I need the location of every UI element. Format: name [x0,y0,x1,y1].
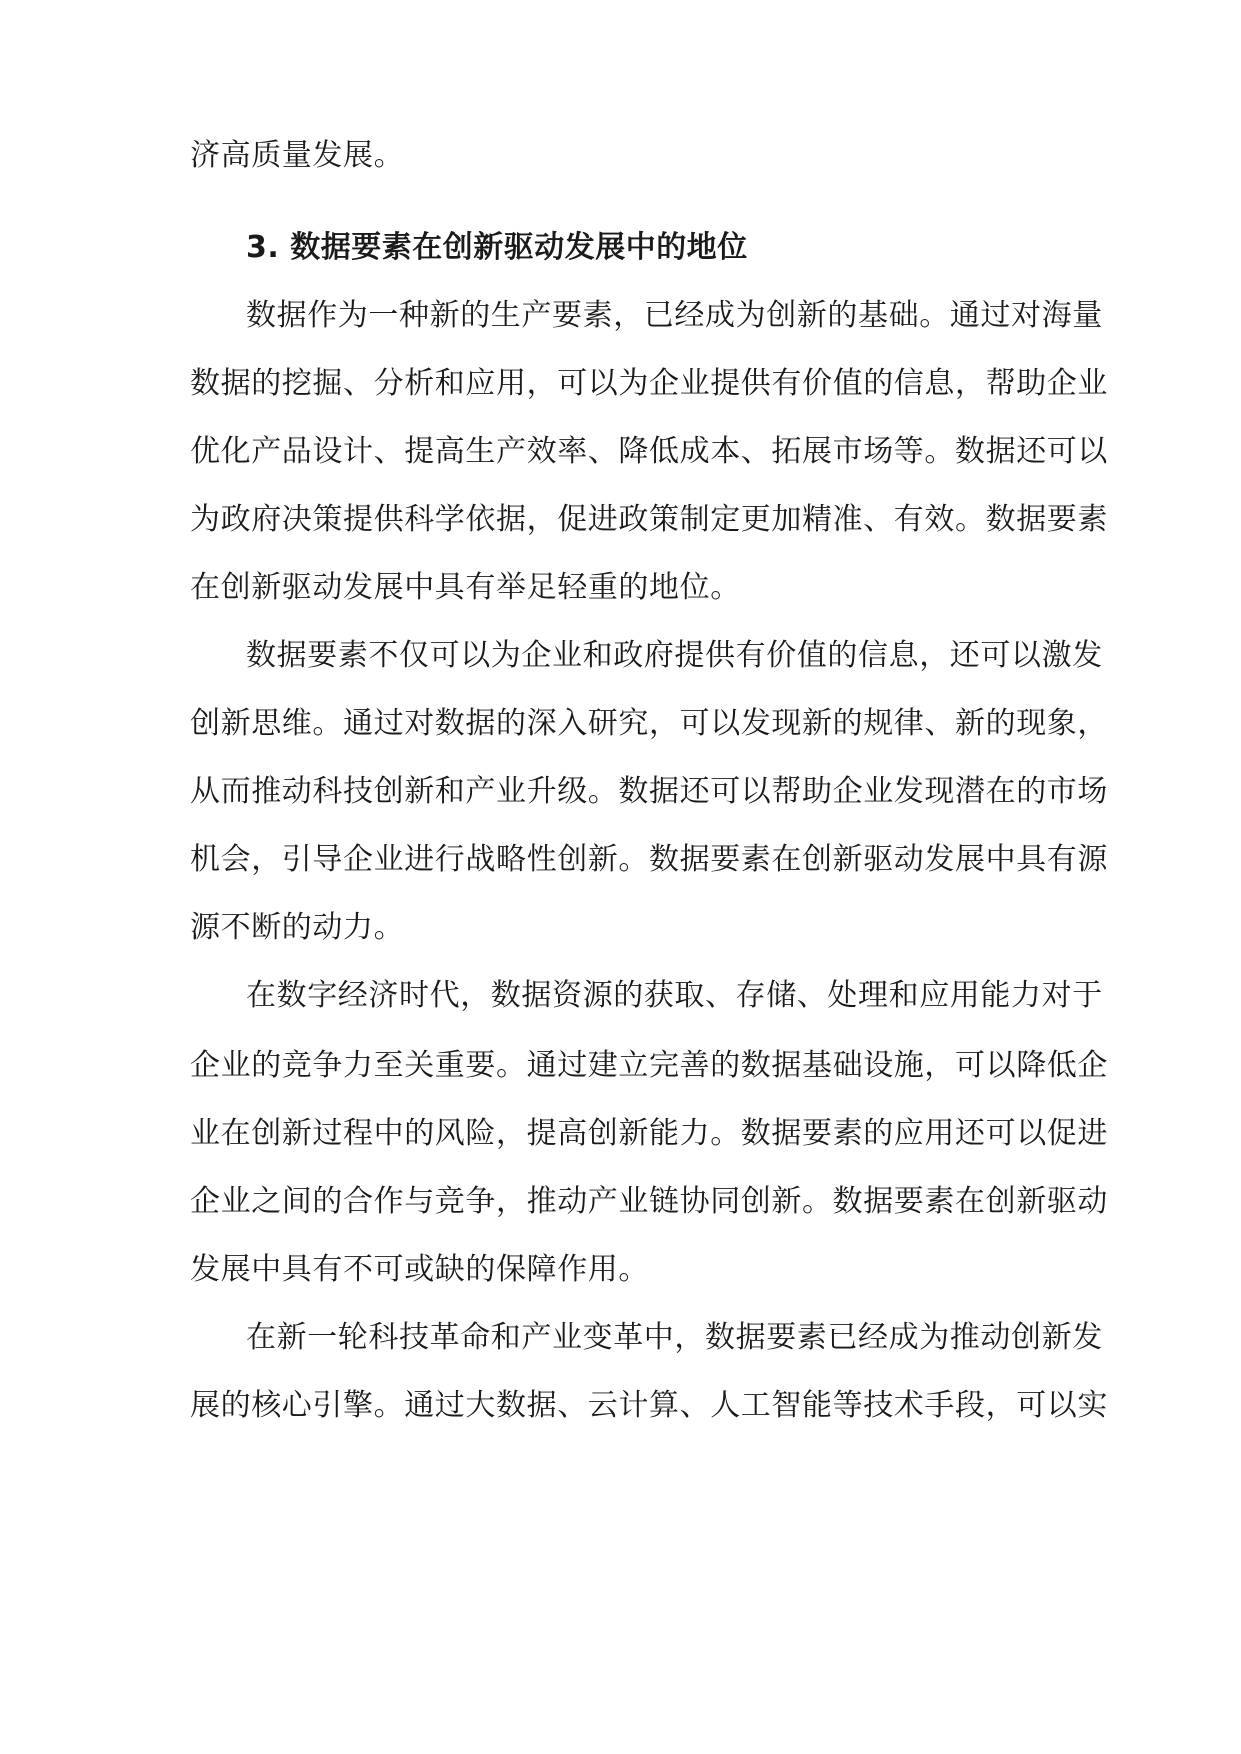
paragraph-line: 机会，引导企业进行战略性创新。数据要素在创新驱动发展中具有源 [190,842,1108,877]
paragraph-line: 为政府决策提供科学依据，促进政策制定更加精准、有效。数据要素 [190,502,1108,537]
paragraph-line: 数据要素不仅可以为企业和政府提供有价值的信息，还可以激发 [246,638,1103,673]
paragraph-line: 展的核心引擎。通过大数据、云计算、人工智能等技术手段，可以实 [190,1388,1108,1423]
paragraph-line: 数据的挖掘、分析和应用，可以为企业提供有价值的信息，帮助企业 [190,366,1108,401]
section-heading: 3. 数据要素在创新驱动发展中的地位 [246,230,748,265]
paragraph-line: 企业之间的合作与竞争，推动产业链协同创新。数据要素在创新驱动 [190,1184,1108,1219]
paragraph-line: 优化产品设计、提高生产效率、降低成本、拓展市场等。数据还可以 [190,434,1108,469]
carryover-text: 济高质量发展。 [190,138,405,173]
paragraph-line: 在创新驱动发展中具有举足轻重的地位。 [190,570,741,605]
paragraph-line: 源不断的动力。 [190,910,405,945]
paragraph-line: 发展中具有不可或缺的保障作用。 [190,1252,649,1287]
paragraph-line: 从而推动科技创新和产业升级。数据还可以帮助企业发现潜在的市场 [190,774,1108,809]
paragraph-line: 在新一轮科技革命和产业变革中，数据要素已经成为推动创新发 [246,1320,1103,1355]
paragraph-line: 在数字经济时代，数据资源的获取、存储、处理和应用能力对于 [246,978,1103,1013]
paragraph-line: 企业的竞争力至关重要。通过建立完善的数据基础设施，可以降低企 [190,1048,1108,1083]
paragraph-line: 业在创新过程中的风险，提高创新能力。数据要素的应用还可以促进 [190,1116,1108,1151]
paragraph-line: 数据作为一种新的生产要素，已经成为创新的基础。通过对海量 [246,298,1103,333]
paragraph-line: 创新思维。通过对数据的深入研究，可以发现新的规律、新的现象， [190,706,1108,741]
